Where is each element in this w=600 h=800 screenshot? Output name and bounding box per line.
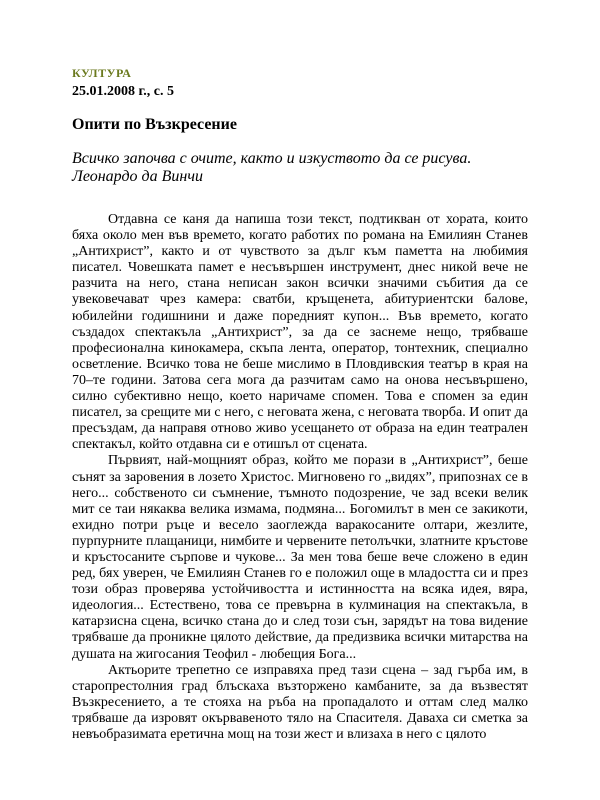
epigraph-author: Леонардо да Винчи [72, 168, 203, 185]
article-body [72, 212, 528, 743]
paragraph: Актьорите трепетно се изправяха пред тази сцена – зад гърба им, в старопрестолния град блъскаха възторжено камбаните, за да възвестят Възкресението, а те стояха на ръба на пропадалото и оттам след малко трябваше да изровят окървавеното тяло на Спасителя. Даваха си сметка за невъобразимата еретична мощ на този жест и влизаха в него с цялото [72, 662, 528, 742]
publication-date: 25.01.2008 г., с. 5 [72, 84, 174, 99]
epigraph-quote: Всичко започва с очите, както и изкуството да се рисува. [72, 150, 472, 167]
section-logo: КУЛТУРА [72, 66, 132, 80]
paragraph: Първият, най-мощният образ, който ме порази в „Антихрист”, беше сънят за заровения в лозето Христос. Мигновено го „видях”, припознах се в него... собственото си съмнение, тъмното подозрение, че зад всеки велик мит се таи някаква велика измама, подмяна... Богомилът в мен се закикоти, ехидно потри ръце и весело заоглежда варакосаните олтари, жезлите, пурпурните плащаници, нимбите и червените петолъчки, златните кръстове и кръстосаните сърпове и чукове... За мен това беше вече сложено в един ред, бях уверен, че Емилиян Станев го е положил още в младостта си и през този образ проверява устойчивостта и истинността на всяка идея, вяра, идеология... Естествено, това се превърна в кулминация на спектакъла, в катарзисна сцена, всичко стана до и след този сън, зарядът на това видение трябваше да проникне цялото действие, да предизвика всички митарства на душата на жигосания Теофил - любещия Бога... [72, 453, 528, 662]
article-title: Опити по Възкресение [72, 116, 237, 133]
epigraph [72, 150, 528, 186]
paragraph: Отдавна се каня да напиша този текст, подтикван от хората, които бяха около мен във времето, когато работих по романа на Емилиян Станев „Антихрист”, както и от чувството за дълг към паметта на любимия писател. Човешката памет е несъвършен инструмент, днес никой вече не разчита на него, стана неписан закон всички значими събития да се увековечават чрез камера: сватби, кръщенета, абитуриентски балове, юбилейни годишнини и даже поредният купон... Във времето, когато създадох спектакъла „Антихрист”, за да се заснеме нещо, трябваше професионална кинокамера, скъпа лента, оператор, тонтехник, специално осветление. Всичко това не беше мислимо в Пловдивския театър в края на 70–те години. Затова сега мога да разчитам само на онова несъвършено, силно субективно нещо, което наричаме спомен. Това е спомен за един писател, за срещите ми с него, с неговата жена, с неговата творба. И опит да пресъздам, да направя отново живо усещането от образа на един театрален спектакъл, който отдавна си е отишъл от сцената. [72, 212, 528, 453]
